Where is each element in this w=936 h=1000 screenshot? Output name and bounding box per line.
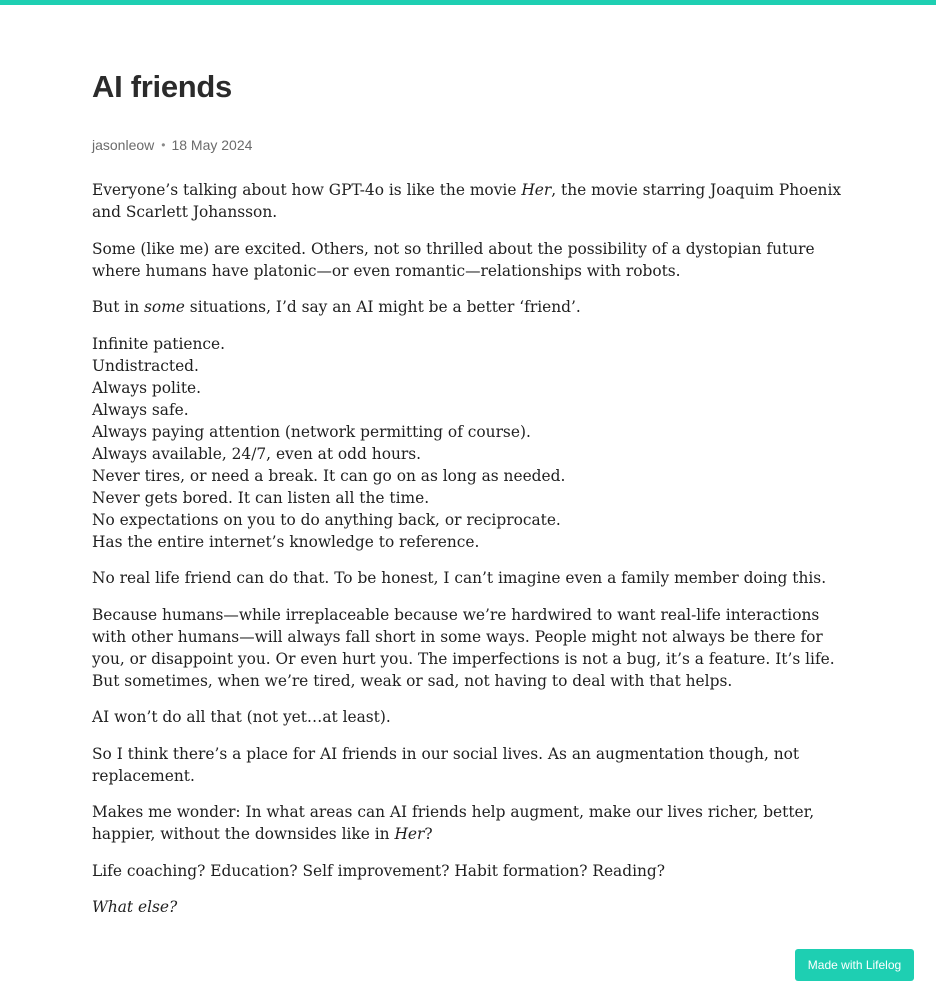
paragraph-areas: Life coaching? Education? Self improvement? Habit formation? Reading?	[92, 861, 666, 880]
list-item: Always polite.	[92, 378, 202, 397]
accent-top-bar	[0, 0, 936, 5]
post-body	[92, 179, 842, 933]
post-title: AI friends	[92, 69, 232, 104]
paragraph-reactions: Some (like me) are excited. Others, not so thrilled about the possibility of a dystopian future where humans have platonic—or even romantic—relationships with robots.	[92, 239, 815, 280]
paragraph-ai-wont: AI won’t do all that (not yet…at least).	[92, 708, 391, 726]
list-item: No expectations on you to do anything back, or reciprocate.	[92, 510, 561, 529]
emphasis-some: some	[144, 298, 185, 316]
paragraph-intro: Everyone’s talking about how GPT-4o is like the movie Her, the movie starring Joaquim Phoenix and Scarlett Johansson.	[92, 181, 842, 221]
list-item: Always safe.	[92, 400, 189, 419]
list-item: Undistracted.	[92, 356, 199, 375]
list-item: Never tires, or need a break. It can go on as long as needed.	[92, 466, 566, 485]
paragraph-no-real-friend: No real life friend can do that. To be honest, I can’t imagine even a family member doing this.	[92, 569, 827, 587]
list-item: Never gets bored. It can listen all the time.	[92, 488, 430, 507]
post-meta	[92, 137, 252, 153]
emphasis-her: Her	[394, 825, 425, 843]
emphasis-her: Her	[521, 181, 552, 199]
list-item: Infinite patience.	[92, 334, 226, 353]
separator-dot-icon: •	[161, 138, 166, 152]
post-author[interactable]: jasonleow	[92, 137, 155, 153]
paragraph-humans: Because humans—while irreplaceable because we’re hardwired to want real-life interactions with other humans—will always fall short in some ways. People might not always be there for you, or disappoint you. Or even hurt you. The imperfections is not a bug, it’s a feature. It’s life. But sometimes, when we’re tired, weak or sad, not having to deal with that helps.	[92, 605, 835, 690]
paragraph-wonder: Makes me wonder: In what areas can AI friends help augment, make our lives richer, better, happier, without the downsides like in Her?	[92, 803, 815, 843]
paragraph-what-else: What else?	[92, 898, 178, 916]
list-item: Always paying attention (network permitting of course).	[92, 422, 531, 441]
made-with-lifelog-button[interactable]: Made with Lifelog	[795, 949, 914, 981]
ai-qualities-list	[92, 333, 842, 553]
post-date: 18 May 2024	[171, 137, 253, 153]
list-item: Has the entire internet’s knowledge to reference.	[92, 532, 480, 551]
paragraph-better-friend: But in some situations, I’d say an AI might be a better ‘friend’.	[92, 298, 581, 316]
paragraph-place-for-ai: So I think there’s a place for AI friends in our social lives. As an augmentation though, not replacement.	[92, 744, 800, 785]
list-item: Always available, 24/7, even at odd hours.	[92, 444, 422, 463]
